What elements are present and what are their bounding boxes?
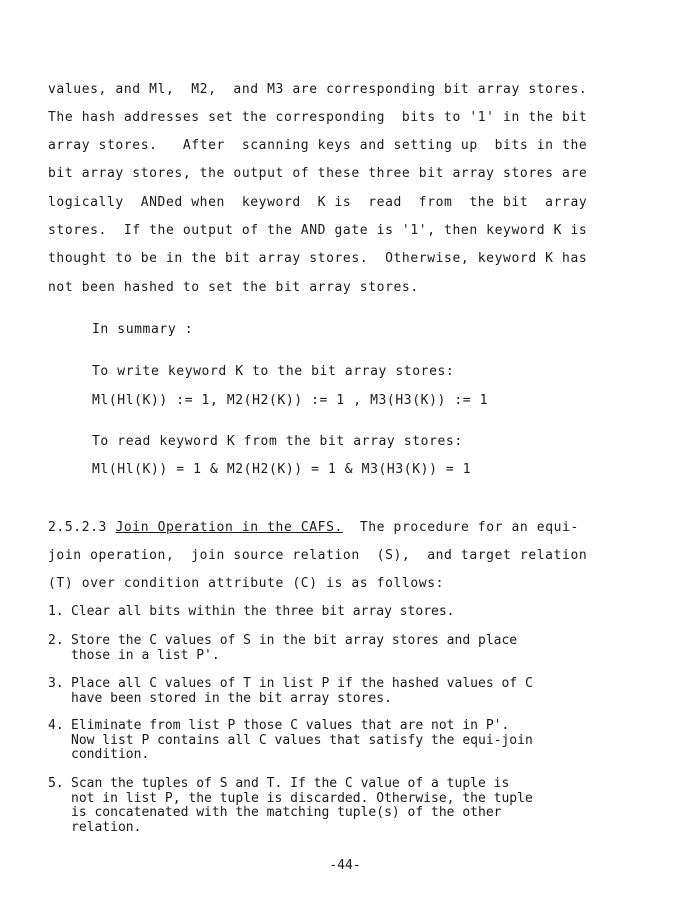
step-text: Store the C values of S in the bit array stores and place those in a list P'. — [71, 633, 518, 663]
section-line-2: join operation, join source relation (S), and target relation — [48, 548, 588, 563]
section-heading-line — [48, 520, 579, 535]
paragraph-line-3: array stores. After scanning keys and setting up bits in the — [48, 138, 588, 153]
write-label: To write keyword K to the bit array stores: — [92, 364, 455, 379]
summary-heading: In summary : — [92, 322, 194, 337]
section-line-3: (T) over condition attribute (C) is as follows: — [48, 576, 445, 591]
step-text: Eliminate from list P those C values that are not in P'. Now list P contains all C values that satisfy the equi-join condition. — [71, 718, 533, 762]
page-number: -44- — [329, 858, 361, 873]
step-text: Place all C values of T in list P if the hashed values of C have been stored in the bit array stores. — [71, 676, 533, 706]
step-text: Clear all bits within the three bit array stores. — [71, 604, 455, 619]
step-number: 4. — [48, 718, 64, 733]
step-number: 1. — [48, 604, 64, 619]
step-number: 3. — [48, 676, 64, 691]
step-number: 5. — [48, 776, 64, 791]
step-text: Scan the tuples of S and T. If the C value of a tuple is not in list P, the tuple is discarded. Otherwise, the tuple is concatenated with the matching tuple(s) of the other relation. — [71, 776, 533, 835]
paragraph-line-7: thought to be in the bit array stores. Otherwise, keyword K has — [48, 251, 588, 266]
section-intro-rest: The procedure for an equi- — [359, 520, 579, 535]
step-number: 2. — [48, 633, 64, 648]
read-label: To read keyword K from the bit array stores: — [92, 434, 463, 449]
paragraph-line-2: The hash addresses set the corresponding bits to '1' in the bit — [48, 110, 588, 125]
paragraph-line-6: stores. If the output of the AND gate is '1', then keyword K is — [48, 223, 588, 238]
write-formula: Ml(Hl(K)) := 1, M2(H2(K)) := 1 , M3(H3(K)) := 1 — [92, 393, 489, 408]
paragraph-line-4: bit array stores, the output of these three bit array stores are — [48, 166, 588, 181]
section-number: 2.5.2.3 — [48, 520, 107, 535]
paragraph-line-5: logically ANDed when keyword K is read from the bit array — [48, 195, 588, 210]
read-formula: Ml(Hl(K)) = 1 & M2(H2(K)) = 1 & M3(H3(K)) = 1 — [92, 462, 472, 477]
paragraph-line-8: not been hashed to set the bit array stores. — [48, 280, 419, 295]
section-title: Join Operation in the CAFS. — [115, 520, 343, 535]
paragraph-line-1: values, and Ml, M2, and M3 are corresponding bit array stores. — [48, 82, 588, 97]
